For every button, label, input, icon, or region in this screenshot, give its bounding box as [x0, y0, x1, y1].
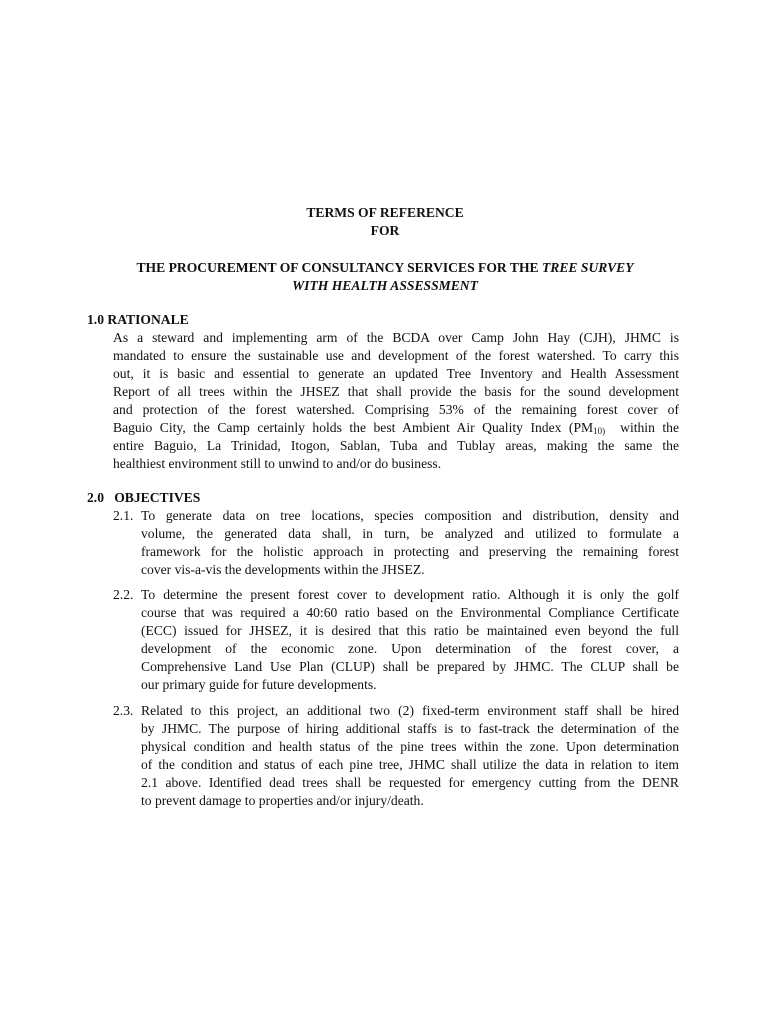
objective-body: [141, 702, 679, 810]
subject-line-2: [95, 277, 675, 295]
objective-line: Related to this project, an additional two (2) fixed-term environment staff shall be hired: [141, 703, 679, 718]
rationale-pm-text: Baguio City, the Camp certainly holds the best Ambient Air Quality Index (PM: [113, 420, 594, 435]
rationale-heading: 1.0 RATIONALE: [87, 312, 189, 327]
rationale-line: and protection of the forest watershed. Comprising 53% of the remaining forest cover of: [113, 402, 679, 417]
rationale-line: mandated to ensure the sustainable use and development of the forest watershed. To carry this: [113, 348, 679, 363]
objective-line: our primary guide for future developments.: [141, 677, 377, 692]
objectives-heading: 2.0 OBJECTIVES: [87, 490, 201, 505]
objective-line: Comprehensive Land Use Plan (CLUP) shall be prepared by JHMC. The CLUP shall be: [141, 659, 679, 674]
objective-body: [141, 586, 679, 694]
rationale-line: Report of all trees within the JHSEZ that shall provide the basis for the sound development: [113, 384, 679, 399]
rationale-line: out, it is basic and essential to generate an updated Tree Inventory and Health Assessment: [113, 366, 679, 381]
objective-body: [141, 507, 679, 579]
subject-italic-1: TREE SURVEY: [541, 260, 634, 275]
rationale-line-pm10: [113, 419, 679, 437]
subject-block: [95, 259, 675, 295]
objective-line: To determine the present forest cover to development ratio. Although it is only the golf: [141, 587, 679, 602]
objective-line: (ECC) issued for JHSEZ, it is desired that this ratio be maintained even beyond the full: [141, 623, 679, 638]
subject-italic-2: WITH HEALTH ASSESSMENT: [292, 278, 478, 293]
objective-number: 2.3.: [113, 703, 134, 718]
objective-line: To generate data on tree locations, species composition and distribution, density and: [141, 508, 679, 523]
objective-line: framework for the holistic approach in protecting and preserving the remaining forest: [141, 544, 679, 559]
rationale-paragraph: [113, 329, 679, 473]
objective-number: 2.1.: [113, 508, 134, 523]
document-title-for: FOR: [370, 223, 400, 238]
objective-line: physical condition and health status of the pine trees within the zone. Upon determination: [141, 739, 679, 754]
pm10-subscript: 10): [593, 426, 606, 436]
objective-line: development of the economic zone. Upon determination of the forest cover, a: [141, 641, 679, 656]
objective-line: 2.1 above. Identified dead trees shall be requested for emergency cutting from the DENR: [141, 775, 679, 790]
objective-line: by JHMC. The purpose of hiring additional staffs is to fast-track the determination of the: [141, 721, 679, 736]
objective-line: volume, the generated data shall, in turn, be analyzed and utilized to formulate a: [141, 526, 679, 541]
rationale-line: healthiest environment still to unwind to and/or do business.: [113, 456, 442, 471]
rationale-line: entire Baguio, La Trinidad, Itogon, Sablan, Tuba and Tublay areas, making the same the: [113, 438, 679, 453]
title-block: [0, 204, 770, 240]
document-title: TERMS OF REFERENCE: [306, 205, 464, 220]
objective-line: course that was required a 40:60 ratio based on the Environmental Compliance Certificate: [141, 605, 679, 620]
objective-line: of the condition and status of each pine tree, JHMC shall utilize the data in relation to item: [141, 757, 679, 772]
subject-prefix: THE PROCUREMENT OF CONSULTANCY SERVICES FOR THE: [136, 260, 542, 275]
objective-number: 2.2.: [113, 587, 134, 602]
rationale-pm-tail: within the: [605, 420, 679, 435]
rationale-line: As a steward and implementing arm of the BCDA over Camp John Hay (CJH), JHMC is: [113, 330, 679, 345]
objective-line: cover vis-a-vis the developments within the JHSEZ.: [141, 562, 425, 577]
subject-line-1: [95, 259, 675, 277]
objective-line: to prevent damage to properties and/or injury/death.: [141, 793, 424, 808]
